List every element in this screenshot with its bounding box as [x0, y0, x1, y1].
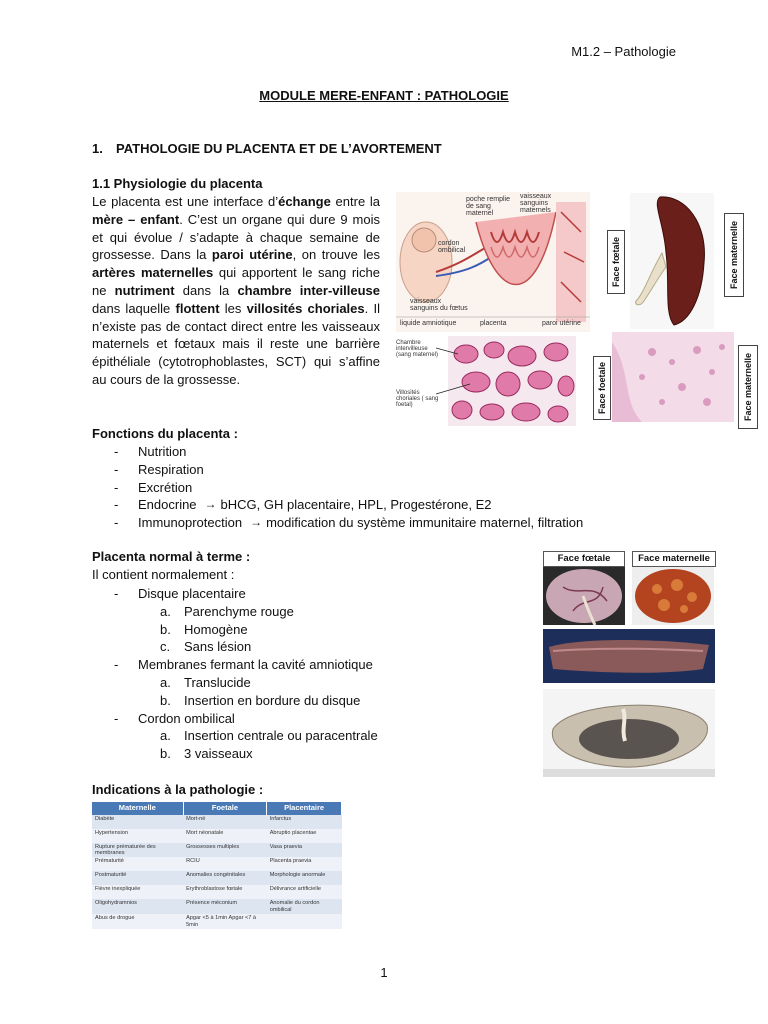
table-cell: Erythroblastose fœtale [183, 885, 267, 899]
placenta-side-illustration [630, 193, 714, 329]
document-title: MODULE MERE-ENFANT : PATHOLOGIE [259, 88, 509, 103]
table-cell: Oligohydramnios [92, 899, 183, 914]
table-cell: Hypertension [92, 829, 183, 843]
page-number: 1 [380, 965, 388, 980]
table-cell: Fièvre inexpliquée [92, 885, 183, 899]
table-row [92, 815, 342, 829]
fonctions-title: Fonctions du placenta : [92, 426, 238, 441]
label-liquide: liquide amniotique [400, 320, 457, 327]
list-bullet: - [114, 710, 119, 726]
column-header: Placentaire [267, 802, 342, 815]
table-cell [267, 914, 342, 929]
table-cell: Postmaturité [92, 871, 183, 885]
intro-bold-term: artères maternelles [92, 265, 214, 281]
histology-figure [396, 334, 578, 428]
photo-face-foetale [543, 567, 625, 625]
label-poche: poche remplie de sang maternel [466, 196, 510, 217]
table-header-row [92, 802, 342, 815]
label-paroi: paroi utérine [542, 320, 581, 327]
label-cordon: cordon ombilical [438, 240, 466, 254]
list-item-text: Disque placentaire [138, 586, 246, 601]
placenta-side-photo [630, 193, 714, 329]
intro-bold-term: flottent [175, 300, 220, 316]
table-cell: Anomalie du cordon ombilical [267, 899, 342, 914]
table-cell: Rupture prématurée des membranes [92, 843, 183, 858]
photo-label-foetale: Face fœtale [543, 551, 625, 567]
sub-list-marker: a. [160, 728, 171, 744]
table-cell: Prématurité [92, 857, 183, 871]
intro-text: dans laquelle [92, 300, 176, 316]
list-item-text: Endocrine [138, 497, 197, 513]
label-vaisseaux-maternels: vaisseaux sanguins maternels [520, 193, 552, 214]
label-placenta: placenta [480, 320, 507, 327]
intro-text: entre la [330, 194, 380, 209]
sub-list-item [92, 727, 378, 745]
list-item [92, 479, 583, 497]
list-bullet: - [114, 479, 119, 495]
intro-bold-term: échange [278, 194, 331, 209]
list-bullet: - [114, 657, 119, 673]
indications-title: Indications à la pathologie : [92, 782, 264, 797]
photo-membranes-illustration [543, 689, 715, 777]
face-foetale-label-2: Face foetale [593, 356, 611, 420]
table-row [92, 914, 342, 929]
list-item [92, 656, 378, 674]
intro-bold-term: chambre inter-villeuse [237, 282, 380, 298]
intro-text: , on trouve les [292, 247, 380, 263]
list-item [92, 710, 378, 728]
table-cell: Abruptio placentae [267, 829, 342, 843]
sub-list-text: 3 vaisseaux [184, 746, 253, 762]
list-bullet: - [114, 461, 119, 477]
list-bullet: - [114, 586, 119, 601]
table-cell: Apgar <5 à 1min Apgar <7 à 5min [183, 914, 267, 929]
list-item-text: Respiration [138, 461, 204, 477]
module-code: M1.2 – Pathologie [571, 44, 676, 59]
photo-placenta-section [543, 629, 715, 683]
list-item-detail: modification du système immunitaire maternel, filtration [266, 515, 584, 531]
table-cell: Grossesses multiples [183, 843, 267, 858]
list-item [92, 443, 583, 461]
list-item-text: Cordon ombilical [138, 710, 235, 726]
label-villosites: Villosités choriales ( sang foetal) [396, 390, 439, 408]
list-item [92, 585, 378, 603]
column-header: Foetale [183, 802, 267, 815]
table-row [92, 885, 342, 899]
sub-list-text: Insertion centrale ou paracentrale [184, 728, 378, 744]
column-header: Maternelle [92, 802, 183, 815]
table-cell: Délivrance artificielle [267, 885, 342, 899]
photo-section-illustration [543, 629, 715, 683]
table-row [92, 899, 342, 914]
sub-list-text: Homogène [184, 621, 248, 637]
section-number: 1. [92, 141, 103, 156]
intro-bold-term: villosités choriales [246, 300, 365, 316]
indications-table [92, 802, 342, 929]
face-foetale-label: Face fœtale [607, 230, 625, 294]
placenta-normal-list [92, 585, 378, 763]
photo-foetale-illustration [543, 567, 625, 625]
sub-list-marker: b. [160, 746, 171, 762]
sub-list-marker: b. [160, 692, 171, 708]
list-item-text: Nutrition [138, 444, 187, 459]
intro-text: les [219, 300, 247, 316]
list-item [92, 496, 583, 514]
table-cell: Présence méconium [183, 899, 267, 914]
arrow-icon: → [250, 515, 263, 530]
placenta-normal-title: Placenta normal à terme : [92, 549, 251, 564]
sub-list-text: Parenchyme rouge [184, 603, 294, 619]
sub-list-item [92, 674, 378, 692]
list-item [92, 461, 583, 479]
sub-list-marker: a. [160, 603, 171, 619]
table-cell: Abus de drogue [92, 914, 183, 929]
sub-list-item [92, 745, 378, 763]
intro-text: dans la [174, 282, 238, 298]
photo-label-maternelle: Face maternelle [632, 551, 716, 567]
list-bullet: - [114, 497, 119, 513]
table-row [92, 843, 342, 858]
table-row [92, 829, 342, 843]
subsection-heading: 1.1 Physiologie du placenta [92, 176, 263, 191]
sub-list-text: Translucide [184, 674, 251, 690]
list-item-text: Excrétion [138, 479, 193, 495]
sub-list-marker: a. [160, 674, 171, 690]
placenta-histology-illustration [612, 332, 734, 422]
table-cell: Anomalies congénitales [183, 871, 267, 885]
sub-list-marker: c. [160, 639, 171, 655]
list-item-detail: bHCG, GH placentaire, HPL, Progestérone, E2 [220, 497, 492, 513]
list-item-text: Membranes fermant la cavité amniotique [138, 657, 373, 673]
intro-text: . C’est un organe qui dure 9 mois et qui évolue / s’adapte à chaque semaine de grossesse. Dans la [92, 211, 380, 263]
table-row [92, 871, 342, 885]
face-maternelle-label: Face maternelle [724, 213, 744, 297]
sub-list-item [92, 603, 378, 621]
sub-list-text: Insertion en bordure du disque [184, 692, 361, 708]
table-cell: Diabète [92, 815, 183, 829]
placenta-diagram [396, 192, 590, 332]
face-maternelle-label-2: Face maternelle [738, 345, 758, 429]
intro-bold-term: mère – enfant [92, 211, 180, 227]
photo-maternelle-illustration [632, 567, 714, 625]
list-item-text: Immunoprotection [138, 515, 243, 531]
section-title: PATHOLOGIE DU PLACENTA ET DE L’AVORTEMENT [116, 141, 442, 156]
table-row [92, 857, 342, 871]
intro-bold-term: nutriment [114, 282, 175, 298]
table-cell: Placenta praevia [267, 857, 342, 871]
arrow-icon: → [204, 497, 217, 512]
placenta-histology-photo [612, 332, 734, 422]
photo-placenta-membranes [543, 689, 715, 777]
fonctions-list [92, 443, 583, 532]
intro-paragraph [92, 193, 380, 389]
sub-list-item [92, 621, 378, 639]
table-cell: Infarctus [267, 815, 342, 829]
placenta-normal-intro: Il contient normalement : [92, 567, 235, 582]
label-vaisseaux-foetus: vaisseaux sanguins du fœtus [410, 298, 468, 312]
list-item [92, 514, 583, 532]
sub-list-text: Sans lésion [184, 639, 252, 655]
list-bullet: - [114, 515, 119, 531]
label-chambre: Chambre intervilleuse (sang maternel) [396, 340, 439, 358]
photo-face-maternelle [632, 567, 714, 625]
list-bullet: - [114, 444, 119, 459]
intro-bold-term: paroi utérine [211, 247, 293, 263]
table-cell: Mort-né [183, 815, 267, 829]
table-cell: Morphologie anormale [267, 871, 342, 885]
table-cell: Vasa praevia [267, 843, 342, 858]
intro-text: . Il n’existe pas de contact direct entre les vaisseaux maternels et fœtaux mais il reste une barrière épithéliale (cytotrophoblastes, SCT) qui s’affine au cours de la grossesse. [92, 300, 380, 387]
sub-list-marker: b. [160, 621, 171, 637]
intro-text: Le placenta est une interface d’ [92, 194, 279, 209]
sub-list-item [92, 692, 378, 710]
intro-text: qui apportent le sang riche ne [92, 265, 380, 298]
table-cell: RCIU [183, 857, 267, 871]
section-heading [92, 141, 442, 156]
sub-list-item [92, 638, 378, 656]
table-cell: Mort néonatale [183, 829, 267, 843]
